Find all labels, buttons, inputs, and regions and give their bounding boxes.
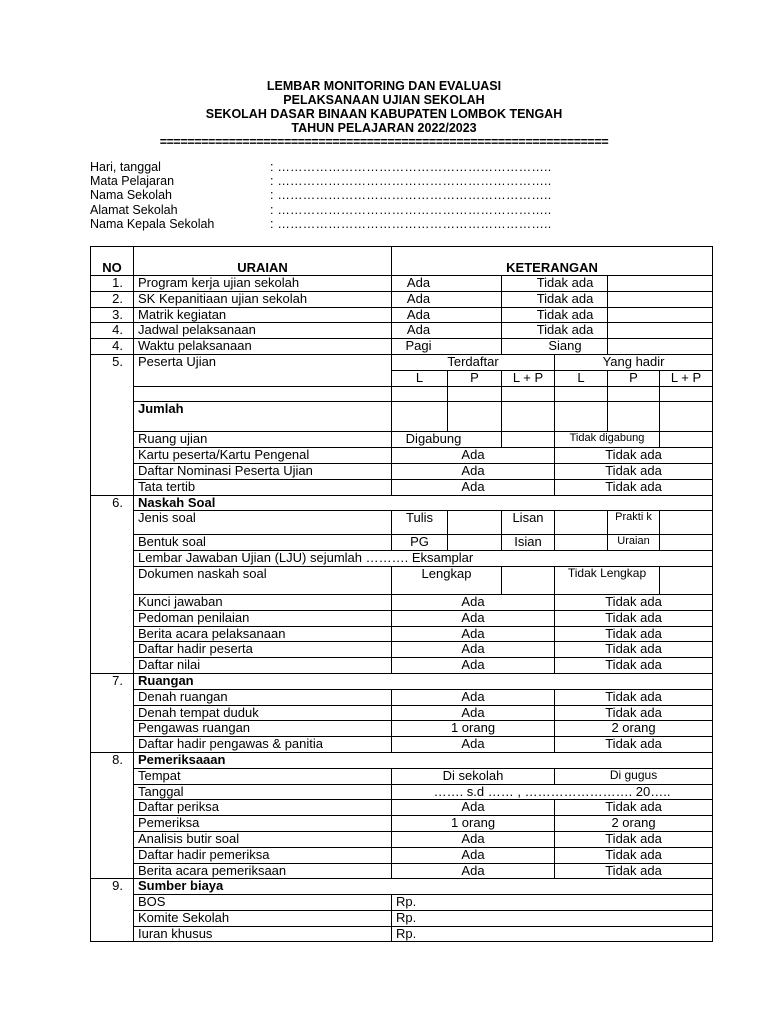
option-a[interactable]: Ada [392,307,502,323]
row-label: Matrik kegiatan [134,307,392,323]
row-label: Komite Sekolah [134,910,392,926]
blank-cell[interactable] [502,432,555,448]
table-row [91,895,713,911]
row-label: Daftar periksa [134,800,392,816]
option-a[interactable]: Pagi [392,339,502,355]
field-blank[interactable]: : ……………………………………………………….. [270,174,552,189]
table-row [91,721,713,737]
option-a[interactable]: Ada [392,831,555,847]
table-row [91,323,713,339]
sub-header: P [608,370,660,386]
table-row [91,768,713,784]
blank-cell[interactable] [555,535,608,551]
section-title: Pemeriksaaan [134,752,713,768]
row-label: Daftar hadir peserta [134,642,392,658]
blank-cell [91,831,134,847]
table-row [91,402,713,432]
row-label: Denah tempat duduk [134,705,392,721]
blank-cell [134,386,392,402]
blank-cell [91,784,134,800]
table-row [91,910,713,926]
section-title: Naskah Soal [134,495,713,511]
option-b[interactable]: Tidak ada [555,863,713,879]
row-label: Analisis butir soal [134,831,392,847]
option-b[interactable]: Tidak ada [555,594,713,610]
count-cell[interactable] [660,402,713,432]
count-cell[interactable] [555,402,608,432]
table-row [91,658,713,674]
option-b[interactable]: Tidak digabung [555,432,660,448]
blank-cell [91,658,134,674]
blank-cell [91,895,134,911]
blank-cell [91,626,134,642]
option-b[interactable]: Tidak ada [555,705,713,721]
table-row [91,535,713,551]
option-b[interactable]: Tidak ada [555,642,713,658]
blank-cell [91,566,134,594]
blank-cell [91,768,134,784]
option-b[interactable]: Tidak Lengkap [555,566,660,594]
option-b[interactable]: Tidak ada [555,626,713,642]
row-label: Iuran khusus [134,926,392,942]
table-row [91,800,713,816]
row-number: 3. [91,307,134,323]
table-row [91,737,713,753]
option-b[interactable]: Tidak ada [502,276,608,292]
date-field[interactable]: ……. s.d …… , ……………………. 20….. [392,784,713,800]
blank-cell [134,370,392,386]
option-a[interactable]: PG [392,535,448,551]
section-title: Sumber biaya [134,879,713,895]
table-row [91,386,713,402]
header-uraian: URAIAN [134,247,392,276]
count-cell[interactable] [502,386,555,402]
blank-cell[interactable] [608,276,713,292]
option-a[interactable]: Ada [392,479,555,495]
header-title-line1: LEMBAR MONITORING DAN EVALUASI [266,79,502,93]
blank-cell [91,448,134,464]
table-header-row [91,247,713,276]
row-number: 4. [91,323,134,339]
blank-cell [91,370,134,386]
table-row [91,594,713,610]
field-label: Nama Sekolah [90,188,172,203]
section-title: Ruangan [134,673,713,689]
row-label: Berita acara pelaksanaan [134,626,392,642]
table-row [91,816,713,832]
table-row [91,610,713,626]
yang-hadir-label: Yang hadir [555,354,713,370]
option-b[interactable]: Tidak ada [555,463,713,479]
row-label: Daftar hadir pemeriksa [134,847,392,863]
table-row [91,863,713,879]
option-b[interactable]: Lisan [502,511,555,535]
option-b[interactable]: Isian [502,535,555,551]
table-row [91,551,713,567]
table-row [91,705,713,721]
row-label: Jenis soal [134,511,392,535]
row-label: Jadwal pelaksanaan [134,323,392,339]
blank-cell[interactable] [608,339,713,355]
row-number: 5. [91,354,134,370]
row-number: 7. [91,673,134,689]
blank-cell [91,926,134,942]
table-row [91,370,713,386]
header-no: NO [91,247,134,276]
blank-cell [91,737,134,753]
option-a[interactable]: Ada [392,847,555,863]
option-a[interactable]: Ada [392,291,502,307]
option-a[interactable]: Ada [392,610,555,626]
header-rule: ================================================================= [159,135,609,149]
row-number: 1. [91,276,134,292]
header-keterangan: KETERANGAN [392,247,713,276]
sub-header: L [555,370,608,386]
table-row [91,448,713,464]
option-a[interactable]: Ada [392,689,555,705]
blank-cell[interactable] [660,566,713,594]
blank-cell [91,479,134,495]
option-c[interactable]: Uraian [608,535,660,551]
header-title-line2: PELAKSANAAN UJIAN SEKOLAH [283,93,485,107]
row-number: 4. [91,339,134,355]
blank-cell [91,463,134,479]
option-b[interactable]: Tidak ada [555,847,713,863]
row-label: Peserta Ujian [134,354,392,370]
blank-cell [91,721,134,737]
row-label: Denah ruangan [134,689,392,705]
table-row [91,642,713,658]
blank-cell[interactable] [660,432,713,448]
blank-cell [91,402,134,432]
option-b[interactable]: 2 orang [555,816,713,832]
option-b[interactable]: 2 orang [555,721,713,737]
table-row [91,479,713,495]
option-a[interactable]: Digabung [392,432,502,448]
table-row [91,291,713,307]
row-number: 8. [91,752,134,768]
header-title-line3: SEKOLAH DASAR BINAAN KABUPATEN LOMBOK TENGAH [205,107,563,121]
field-nama-kepala-sekolah [90,217,551,231]
sub-header: L + P [660,370,713,386]
field-label: Hari, tanggal [90,160,161,174]
blank-cell[interactable] [448,535,502,551]
option-b[interactable]: Di gugus [555,768,713,784]
blank-cell [91,863,134,879]
row-number: 2. [91,291,134,307]
row-label: BOS [134,895,392,911]
document-header [0,79,768,149]
amount-field[interactable]: Rp. [392,895,713,911]
row-label: Kartu peserta/Kartu Pengenal [134,448,392,464]
blank-cell [91,816,134,832]
field-blank[interactable]: : ……………………………………………………….. [270,160,552,174]
option-a[interactable]: Ada [392,323,502,339]
sub-header: L + P [502,370,555,386]
row-label: Tempat [134,768,392,784]
row-label: Pengawas ruangan [134,721,392,737]
count-cell[interactable] [660,386,713,402]
option-a[interactable]: Ada [392,463,555,479]
blank-cell[interactable] [660,511,713,535]
blank-cell [91,432,134,448]
identity-fields [90,160,551,231]
option-b[interactable]: Tidak ada [555,610,713,626]
option-b[interactable]: Tidak ada [502,291,608,307]
table-row [91,495,713,511]
option-b[interactable]: Tidak ada [555,479,713,495]
row-label: Tata tertib [134,479,392,495]
blank-cell [91,910,134,926]
option-a[interactable]: Di sekolah [392,768,555,784]
count-cell[interactable] [608,386,660,402]
row-label: Ruang ujian [134,432,392,448]
option-b[interactable]: Tidak ada [555,448,713,464]
amount-field[interactable]: Rp. [392,910,713,926]
blank-cell [91,642,134,658]
field-blank[interactable]: : ……………………………………………………….. [270,216,552,231]
blank-cell [91,511,134,535]
blank-cell[interactable] [555,511,608,535]
blank-cell[interactable] [502,566,555,594]
row-label: Dokumen naskah soal [134,566,392,594]
table-row [91,831,713,847]
blank-cell [91,594,134,610]
row-label: Tanggal [134,784,392,800]
row-label: Program kerja ujian sekolah [134,276,392,292]
count-cell[interactable] [448,386,502,402]
option-b[interactable]: Tidak ada [555,800,713,816]
amount-field[interactable]: Rp. [392,926,713,942]
count-cell[interactable] [392,386,448,402]
table-row [91,879,713,895]
field-alamat-sekolah [90,203,551,217]
field-hari-tanggal [90,160,551,174]
sub-header: P [448,370,502,386]
option-a[interactable]: Ada [392,642,555,658]
lju-row[interactable]: Lembar Jawaban Ujian (LJU) sejumlah ………. Eksamplar [134,551,713,567]
option-b[interactable]: Tidak ada [555,737,713,753]
count-cell[interactable] [608,402,660,432]
blank-cell [91,551,134,567]
option-b[interactable]: Tidak ada [502,323,608,339]
blank-cell [91,800,134,816]
table-row [91,926,713,942]
monitoring-table [90,246,713,942]
blank-cell [91,610,134,626]
option-a[interactable]: Ada [392,448,555,464]
blank-cell [91,535,134,551]
table-row [91,689,713,705]
blank-cell[interactable] [608,291,713,307]
count-cell[interactable] [555,386,608,402]
option-b[interactable]: Tidak ada [555,831,713,847]
table-row [91,784,713,800]
option-a[interactable]: Ada [392,594,555,610]
field-label: Alamat Sekolah [90,202,178,217]
option-a[interactable]: Ada [392,800,555,816]
option-a[interactable]: 1 orang [392,816,555,832]
count-cell[interactable] [502,402,555,432]
table-row [91,432,713,448]
field-mata-pelajaran [90,174,551,188]
option-a[interactable]: Lengkap [392,566,502,594]
option-a[interactable]: Ada [392,705,555,721]
field-blank[interactable]: : ……………………………………………………….. [270,202,552,217]
option-b[interactable]: Siang [502,339,608,355]
table-row [91,276,713,292]
field-label: Nama Kepala Sekolah [90,216,215,231]
option-a[interactable]: Ada [392,737,555,753]
row-number: 9. [91,879,134,895]
blank-cell[interactable] [448,511,502,535]
blank-cell [91,705,134,721]
blank-cell [91,689,134,705]
blank-cell[interactable] [608,307,713,323]
row-label: Berita acara pemeriksaan [134,863,392,879]
blank-cell [91,386,134,402]
table-row [91,566,713,594]
row-label: Kunci jawaban [134,594,392,610]
count-cell[interactable] [448,402,502,432]
option-c[interactable]: Prakti k [608,511,660,535]
table-row [91,673,713,689]
option-a[interactable]: Ada [392,626,555,642]
table-row [91,511,713,535]
table-row [91,752,713,768]
option-a[interactable]: Ada [392,276,502,292]
row-label: SK Kepanitiaan ujian sekolah [134,291,392,307]
row-label: Pedoman penilaian [134,610,392,626]
count-cell[interactable] [392,402,448,432]
table-row [91,307,713,323]
blank-cell [91,847,134,863]
option-b[interactable]: Tidak ada [555,658,713,674]
jumlah-label: Jumlah [134,402,392,432]
table-row [91,339,713,355]
row-label: Waktu pelaksanaan [134,339,392,355]
table-row [91,626,713,642]
row-label: Pemeriksa [134,816,392,832]
blank-cell[interactable] [660,535,713,551]
terdaftar-label: Terdaftar [392,354,555,370]
row-label: Daftar nilai [134,658,392,674]
option-b[interactable]: Tidak ada [502,307,608,323]
field-blank[interactable]: : ……………………………………………………….. [270,188,552,203]
header-title-line4: TAHUN PELAJARAN 2022/2023 [291,121,477,135]
option-a[interactable]: Ada [392,863,555,879]
table-row [91,354,713,370]
row-label: Bentuk soal [134,535,392,551]
option-a[interactable]: Ada [392,658,555,674]
table-row [91,463,713,479]
option-a[interactable]: Tulis [392,511,448,535]
option-a[interactable]: 1 orang [392,721,555,737]
row-number: 6. [91,495,134,511]
field-label: Mata Pelajaran [90,174,175,189]
row-label: Daftar hadir pengawas & panitia [134,737,392,753]
blank-cell[interactable] [608,323,713,339]
field-nama-sekolah [90,188,551,202]
sub-header: L [392,370,448,386]
option-b[interactable]: Tidak ada [555,689,713,705]
table-row [91,847,713,863]
row-label: Daftar Nominasi Peserta Ujian [134,463,392,479]
